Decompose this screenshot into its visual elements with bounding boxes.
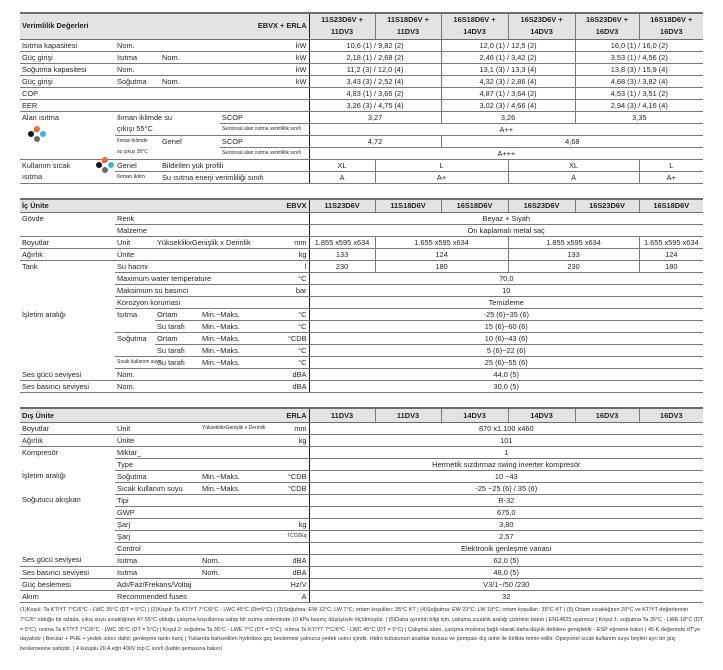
row-label: Güç girişi	[20, 75, 115, 87]
cell-value: 1.855 x595 x634	[309, 237, 375, 249]
cell-value: 124	[375, 249, 508, 261]
table-row	[20, 566, 703, 578]
row-sub: Su hacmi	[115, 261, 275, 273]
minmax-label: Min.~Maks.	[200, 345, 275, 357]
efficiency-table	[20, 12, 703, 184]
model-header: 16DV3	[639, 408, 703, 422]
cell-value: R-32	[309, 494, 703, 506]
row-unit: °C	[275, 357, 309, 369]
model-header: 16S23D6V + 14DV3	[508, 13, 575, 39]
row-sub: Nom.	[115, 381, 275, 393]
minmax-label: Min.~Maks.	[200, 321, 275, 333]
water-side-label: Su tarafı	[155, 321, 200, 333]
table-row	[20, 333, 703, 345]
row-label: Tank	[22, 262, 38, 271]
cell-value: 4,53 (1) / 3,51 (2)	[575, 87, 703, 99]
cell-value: 230	[309, 261, 375, 273]
cell-value: XL	[508, 159, 639, 171]
cell-value: 4,83 (1) / 3,66 (2)	[309, 87, 441, 99]
model-header: 11DV3	[309, 408, 375, 422]
class-label: Su ısıtma enerji verimliliği sınıfı	[160, 171, 275, 183]
model-header: 16S23D6V	[508, 199, 575, 213]
outdoor-header	[20, 408, 703, 422]
general-label: Genel	[162, 136, 182, 146]
row-sub: Recommended fuses	[115, 590, 275, 602]
table-row	[20, 123, 703, 135]
cell-value: 3,53 (1) / 4,56 (2)	[575, 51, 703, 63]
cell-value: 3,26 (3) / 4,75 (4)	[309, 99, 441, 111]
table-row	[20, 99, 703, 111]
row-sub2: Nom.	[200, 554, 275, 566]
table-row	[20, 135, 703, 147]
row-unit: °C	[275, 345, 309, 357]
dhw-cell	[20, 159, 115, 183]
cell-value: 3,27	[309, 111, 441, 123]
row-label: Akım	[20, 590, 115, 602]
cell-value: 1.655 x595 x634	[375, 237, 508, 249]
row-unit: Hz/V	[275, 578, 309, 590]
table-row	[20, 249, 703, 261]
row-unit: mm	[275, 237, 309, 249]
row-sub: Unit	[115, 422, 200, 434]
table-row	[20, 458, 703, 470]
climate-label: Ilıman iklim	[115, 171, 160, 183]
cell-value: 2,94 (3) / 4,16 (4)	[575, 99, 703, 111]
cell-value: A+++	[309, 147, 703, 159]
model-header: 11S18D6V + 11DV3	[375, 13, 441, 39]
space-heating-label: Alan ısıtma	[22, 112, 59, 122]
cell-value: 32	[309, 590, 703, 602]
table-row	[20, 518, 703, 530]
cell-value: 675,0	[309, 506, 703, 518]
water-side-label: Su tarafı	[155, 345, 200, 357]
model-header: 11S23D6V + 11DV3	[309, 13, 375, 39]
indoor-series: EBVX	[200, 199, 309, 213]
cell-value: 4,87 (1) / 3,64 (2)	[441, 87, 575, 99]
row-unit: °C	[275, 273, 309, 285]
table-row	[20, 470, 703, 482]
indoor-table	[20, 198, 703, 394]
model-header: 16S23D6V	[575, 199, 639, 213]
table-row	[20, 297, 703, 309]
row-unit: kg	[275, 518, 309, 530]
row-sub: Control	[115, 542, 275, 554]
cell-value: 133	[309, 249, 375, 261]
table-row	[20, 225, 703, 237]
row-sub2: Nom.	[160, 51, 275, 63]
row-unit: bar	[275, 285, 309, 297]
indoor-title: İç Ünite	[20, 199, 200, 213]
row-label: Ses basıncı seviyesi	[20, 381, 115, 393]
cell-value: 4,72	[309, 135, 441, 147]
row-label: Ses gücü seviyesi	[20, 369, 115, 381]
model-header: 11S23D6V	[309, 199, 375, 213]
general-label: Genel	[115, 159, 160, 171]
minmax-label: Min.~Maks.	[200, 357, 275, 369]
table-row	[20, 357, 703, 369]
climate55-line2: çıkışı 55°C	[115, 123, 220, 135]
table-row	[20, 578, 703, 590]
space-heating-cell	[20, 111, 115, 159]
row-sub: Malzeme	[115, 225, 275, 237]
table-row	[20, 159, 703, 171]
table-row	[20, 422, 703, 434]
cell-value: Elektronik genleşme vanası	[309, 542, 703, 554]
row-sub: Şarj	[115, 518, 275, 530]
row-sub: Şarj	[115, 530, 275, 542]
model-header: 16S18D6V + 14DV3	[441, 13, 508, 39]
cell-value: A	[309, 171, 375, 183]
row-sub: Unit	[115, 237, 155, 249]
spec-sheet	[20, 12, 703, 603]
model-header: 14DV3	[441, 408, 508, 422]
cell-value: Hermetik sızdırmaz swing inverter kompresör	[309, 458, 703, 470]
cell-value: 1	[309, 446, 703, 458]
row-sub: Nom.	[115, 63, 275, 75]
row-label: Soğutucu akışkan	[22, 495, 81, 504]
row-sub2: YükseklikxGenişlik x Derinlik	[155, 237, 275, 249]
cell-value: 2,57	[309, 530, 703, 542]
cell-value: -25 ~25 (6) / 35 (6)	[309, 482, 703, 494]
row-label: İşletim aralığı	[22, 309, 66, 319]
table-row	[20, 75, 703, 87]
row-unit: dBA	[275, 566, 309, 578]
cell-value: 180	[375, 261, 508, 273]
ambient-label: Ortam	[155, 309, 200, 321]
row-label: COP	[20, 87, 275, 99]
row-unit: dBA	[275, 554, 309, 566]
row-label: EER	[20, 99, 275, 111]
cell-value: 62,0 (5)	[309, 554, 703, 566]
cell-value: A+	[375, 171, 508, 183]
cell-value: 48,0 (5)	[309, 566, 703, 578]
row-unit: kW	[275, 51, 309, 63]
table-row	[20, 482, 703, 494]
row-unit: kW	[275, 39, 309, 51]
row-sub: Sıcak kullanım suyu	[115, 357, 155, 369]
ambient-label: Ortam	[155, 333, 200, 345]
row-sub: Isıtma	[115, 51, 160, 63]
table-row	[20, 434, 703, 446]
cell-value: 101	[309, 434, 703, 446]
table-row	[20, 273, 703, 285]
row-label: Ağırlık	[20, 249, 115, 261]
model-header: 16S18D6V	[639, 199, 703, 213]
outdoor-title: Dış Ünite	[20, 408, 275, 422]
table-row	[20, 171, 703, 183]
row-sub: Isıtma	[115, 309, 155, 333]
row-sub: Type	[115, 458, 275, 470]
row-unit: °CDB	[275, 482, 309, 494]
row-label: Ses gücü seviyesi	[20, 554, 115, 566]
cell-value: 15 (6)~60 (6)	[309, 321, 703, 333]
table-row	[20, 446, 703, 458]
cell-value: 2,46 (1) / 3,42 (2)	[441, 51, 575, 63]
row-sub: Sıcak kullanım suyu	[115, 482, 200, 494]
multi-energy-icon	[28, 126, 46, 142]
seasonal-class-label: Sezonsal alan ısıtma verimlilik sınıfı	[220, 123, 275, 135]
cell-value: Temizleme	[309, 297, 703, 309]
row-unit: mm	[275, 422, 309, 434]
row-label: Ağırlık	[20, 434, 115, 446]
cell-value: 44,0 (5)	[309, 369, 703, 381]
table-row	[20, 51, 703, 63]
model-header: 16DV3	[575, 408, 639, 422]
dhw-label-line2: ısıtma	[22, 171, 43, 181]
row-unit: °C	[275, 309, 309, 321]
efficiency-series: EBVX + ERLA	[220, 13, 309, 39]
scop-label: SCOP	[220, 111, 275, 123]
row-unit: kg	[275, 249, 309, 261]
cell-value: 10 (6)~43 (6)	[309, 333, 703, 345]
table-row	[20, 63, 703, 75]
cell-value: 11,2 (3) / 12,0 (4)	[309, 63, 441, 75]
table-row	[20, 494, 703, 506]
row-sub: Adı/Faz/Frekans/Voltaj	[115, 578, 275, 590]
cell-value: 16,0 (1) / 16,0 (2)	[575, 39, 703, 51]
model-header: 16S23D6V + 16DV3	[575, 13, 639, 39]
row-label: Güç beslemesi	[20, 578, 115, 590]
outdoor-series: ERLA	[275, 408, 309, 422]
model-header: 16S18D6V + 16DV3	[639, 13, 703, 39]
row-sub: Soğutma	[115, 470, 200, 482]
table-row	[20, 554, 703, 566]
minmax-label: Min.~Maks.	[200, 333, 275, 345]
cell-value: 10,6 (1) / 9,82 (2)	[309, 39, 441, 51]
cell-value: 124	[639, 249, 703, 261]
efficiency-header	[20, 13, 703, 39]
footnotes: (1)Koşul: Ta KT/YT 7°C/6°C - LWC 35°C (DT = 5°C) | (2)Koşul: Ta KT/YT 7°C/6°C - LWC 45°C (Dt=5°C) | (3)Soğutma: EW 12°C; LW 7°C; ortam koşulları: 35°C KT | (4)Soğutma: EW 23°C; LW 18°C; ortam koşulları: 35°C KT | (5) Ortam sıcaklığının 20°C ve KT/YT değerlerinin 7°C/6° olduğu bir odada, çıkış suyu sıcaklığının 47-55°C olduğu çalışma koşullarına sahip bir ısıtma sisteminde 10 kPa basınç düşüşüyle ölçülmüştür. | (6)Daha ayrıntılı bilgi için, çalışma sıcaklık aralığı çizimine bakın | EN14825 uyarınca | Koşul 1: soğutma Ta 35°C - LWE 18°C (DT = 5°C); ısıtma Ta KT/YT 7°C/6°C - LWC 35°C (DT = 5°C) | Koşul 2: soğutma Ta 35°C - LWE 7°C (DT = 5°C); ısıtma Ta KT/YT 7°C/6°C - LWC 45°C (DT = 5°C) | Çalışma alanı, çalışma moduna bağlı olarak daha düşük debilere genişletilir - ESP eğrisine bakın | 45 K değerinde dT'ye dayalıdır | Borular + PHE + yedek ısıtıcı dahil; genleşme tankı hariç | Yukarıda bahsedilen hydrobox güç beslemesi yalnızca yedek ısıtıcı içindir. Hidro kutusunun anahtar kutusu ve pompası dış ünite ile birlikte temin edilir. Opsiyonel sıcak kullanım suyu boyleri ayrı bir güç beslemesine sahiptir. | 4 kutuplu 20 A eğri 400V trip C sınıfı (kablo şemasına bakın)	[20, 607, 703, 653]
row-sub: Maksimum su basıncı	[115, 285, 275, 297]
water-side-label: Su tarafı	[155, 357, 200, 369]
row-label: Boyutlar	[20, 237, 115, 249]
table-row	[20, 542, 703, 554]
row-sub: GWP	[115, 506, 275, 518]
cell-value: 13,8 (3) / 15,9 (4)	[575, 63, 703, 75]
row-unit: °CDB	[275, 470, 309, 482]
climate35-line1: Ilıman iklimde	[117, 137, 148, 144]
cell-value: A	[508, 171, 639, 183]
cell-value: 2,18 (1) / 2,68 (2)	[309, 51, 441, 63]
table-row	[20, 590, 703, 602]
table-row	[20, 530, 703, 542]
cell-value: Beyaz + Siyah	[309, 213, 703, 225]
cell-value: 180	[639, 261, 703, 273]
row-sub: Isıtma	[115, 566, 200, 578]
indoor-header	[20, 199, 703, 213]
row-sub: Renk	[115, 213, 275, 225]
row-sub: Ünite	[115, 249, 275, 261]
table-row	[20, 309, 703, 321]
cell-value: 1.655 x595 x634	[639, 237, 703, 249]
dhw-label-line1: Kullanım sıcak	[22, 160, 71, 170]
cell-value: A++	[309, 123, 703, 135]
cell-value: Ön kaplamalı metal saç	[309, 225, 703, 237]
cell-value: 870 x1.100 x460	[309, 422, 703, 434]
row-unit: °CDB	[275, 333, 309, 345]
table-row	[20, 506, 703, 518]
row-sub: Miktar_	[115, 446, 275, 458]
row-unit: kg	[275, 434, 309, 446]
model-header: 16S18D6V	[441, 199, 508, 213]
row-sub: Nom.	[115, 369, 275, 381]
row-sub2: Nom.	[160, 75, 275, 87]
cell-value: 10 ~43	[309, 470, 703, 482]
row-sub: Korozyon koruması	[115, 297, 275, 309]
cell-value: 30,0 (5)	[309, 381, 703, 393]
efficiency-title: Verimlilik Değerleri	[20, 13, 220, 39]
row-unit: dBA	[275, 381, 309, 393]
minmax-label: Min.~Maks.	[200, 470, 275, 482]
cell-value: L	[639, 159, 703, 171]
cell-value: 3,26	[441, 111, 575, 123]
table-row	[20, 369, 703, 381]
row-sub: Isıtma	[115, 554, 200, 566]
row-label: İşletim aralığı	[22, 471, 66, 480]
multi-energy-icon	[96, 157, 114, 173]
cell-value: 10	[309, 285, 703, 297]
cell-value: -25 (6)~35 (6)	[309, 309, 703, 321]
cell-value: 3,35	[575, 111, 703, 123]
row-unit: A	[275, 590, 309, 602]
cell-value: 3,80	[309, 518, 703, 530]
cell-value: XL	[309, 159, 375, 171]
cell-value: V3/1~/50 /230	[309, 578, 703, 590]
row-sub: Ünite	[115, 434, 275, 446]
cell-value: 5 (6)~22 (6)	[309, 345, 703, 357]
table-row	[20, 147, 703, 159]
cell-value: A+	[639, 171, 703, 183]
cell-value: 230	[508, 261, 639, 273]
cell-value: 4,68 (3) / 3,82 (4)	[575, 75, 703, 87]
minmax-label: Min.~Maks.	[200, 309, 275, 321]
cell-value: 3,02 (3) / 4,66 (4)	[441, 99, 575, 111]
cell-value: 1.855 x595 x634	[508, 237, 639, 249]
cell-value: 133	[508, 249, 639, 261]
row-label: Ses basıncı seviyesi	[20, 566, 115, 578]
row-unit: l	[275, 261, 309, 273]
table-row	[20, 261, 703, 273]
row-sub2: YükseklikxGenişlik x Derinlik	[200, 422, 275, 434]
cell-value: 70,0	[309, 273, 703, 285]
table-row	[20, 237, 703, 249]
climate55-line1: Ilıman iklimde su	[117, 112, 173, 122]
row-sub: Soğutma	[115, 75, 160, 87]
row-sub: Soğutma	[115, 333, 155, 357]
model-header: 14DV3	[508, 408, 575, 422]
row-unit: kW	[275, 63, 309, 75]
row-label: Boyutlar	[20, 422, 115, 434]
cell-value: 3,43 (3) / 2,52 (4)	[309, 75, 441, 87]
row-sub2: Nom.	[200, 566, 275, 578]
minmax-label: Min.~Maks.	[200, 482, 275, 494]
row-label: Isıtma kapasitesi	[20, 39, 115, 51]
cell-value: 4,68	[441, 135, 703, 147]
cell-value: 12,0 (1) / 12,5 (2)	[441, 39, 575, 51]
row-label: Soğutma kapasitesi	[20, 63, 115, 75]
row-label: Kompresör	[22, 447, 59, 457]
row-unit: °C	[275, 321, 309, 333]
seasonal-class-label: Sezonsal alan ısıtma verimlilik sınıfı	[220, 147, 275, 159]
cell-value: L	[375, 159, 508, 171]
row-unit: TCO2Eq	[275, 530, 309, 542]
model-header: 11DV3	[375, 408, 441, 422]
row-unit: kW	[275, 75, 309, 87]
cell-value: 25 (6)~55 (6)	[309, 357, 703, 369]
row-label: Gövde	[20, 213, 115, 237]
table-row	[20, 213, 703, 225]
outdoor-table	[20, 407, 703, 603]
row-sub: Maximum water temperature	[115, 273, 275, 285]
model-header: 11S18D6V	[375, 199, 441, 213]
cell-value: 13,1 (3) / 13,3 (4)	[441, 63, 575, 75]
table-row	[20, 381, 703, 393]
row-label: Güç girişi	[20, 51, 115, 63]
table-row	[20, 285, 703, 297]
cell-value: 4,32 (3) / 2,86 (4)	[441, 75, 575, 87]
table-row	[20, 87, 703, 99]
row-sub: Tipi	[115, 494, 275, 506]
scop-label: SCOP	[220, 135, 275, 147]
row-sub: Nom.	[115, 39, 275, 51]
profile-label: Bildirilen yük profili	[160, 159, 275, 171]
table-row	[20, 39, 703, 51]
table-row	[20, 111, 703, 123]
climate35-line2: su çıkışı 35°C	[115, 147, 160, 159]
row-unit: dBA	[275, 369, 309, 381]
